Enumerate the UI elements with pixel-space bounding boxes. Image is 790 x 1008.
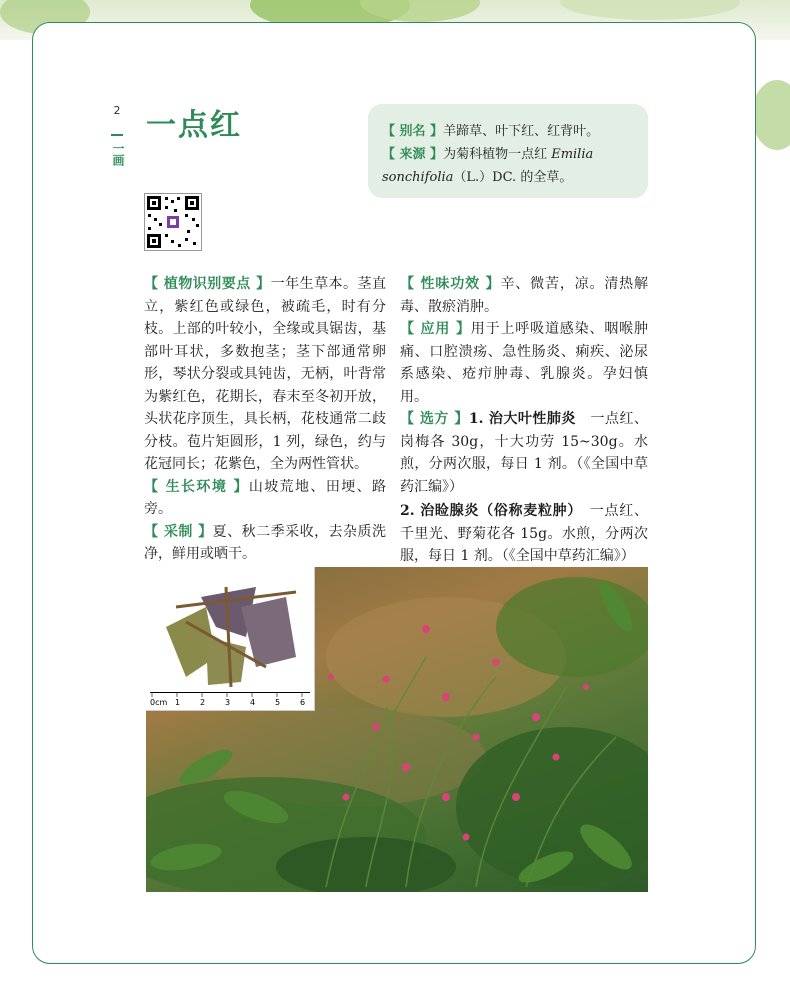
habitat-text: 山坡荒地、田埂、路旁。 (144, 478, 386, 517)
right-column (400, 273, 648, 568)
entry-title: 一点红 (146, 108, 242, 143)
left-column (144, 273, 386, 566)
usage-label: 【 应用 】 (400, 321, 471, 337)
stroke-divider (111, 134, 123, 136)
scale-ruler (150, 692, 310, 706)
usage-text: 用于上呼吸道感染、咽喉肿痛、口腔溃疡、急性肠炎、痢疾、泌尿系感染、疮疖肿毒、乳腺炎。孕妇慎用。 (400, 321, 649, 405)
qr-code[interactable] (144, 193, 202, 251)
recipe2-paragraph (400, 500, 648, 568)
source-line (382, 143, 636, 189)
recipe1-title: 1. 治大叶性肺炎 (468, 411, 576, 427)
source-text-1: 为菊科植物一点红 (443, 147, 552, 162)
recipe2-spacer (575, 503, 590, 519)
dried-herb-illustration (146, 567, 314, 710)
alias-label: 【 别名 】 (382, 124, 444, 139)
source-text-2: （L.）DC. 的全草。 (453, 170, 573, 185)
identification-text: 一年生草本。茎直立，紫红色或绿色，被疏毛，时有分枝。上部的叶较小，全缘或具锯齿，基部叶耳状，多数抱茎；茎下部通常卵形，琴状分裂或具钝齿，无柄，叶背常为紫红色，花期长，春末至冬初开放，头状花序顶生，具长柄，花枝通常二歧分枝。苞片矩圆形，1 列，绿色，约与花冠同长；花紫色，全为两性管状。 (144, 276, 387, 472)
usage-paragraph (400, 318, 648, 408)
stroke-count-text: 一画 (111, 142, 125, 166)
ruler-label-0: 0cm (150, 698, 168, 707)
dried-herb-inset (146, 567, 315, 711)
harvest-label: 【 采制 】 (144, 523, 213, 540)
alias-source-box (368, 104, 648, 198)
harvest-paragraph (144, 521, 386, 566)
ruler-label-6: 6 (300, 698, 306, 707)
recipe1-spacer (576, 411, 591, 427)
leaf-shape (560, 0, 740, 20)
source-latin-name: Emilia sonchifolia (382, 147, 594, 185)
recipe1-paragraph (400, 408, 648, 498)
property-text: 辛、微苦，凉。清热解毒、散瘀消肿。 (400, 276, 649, 315)
recipe2-text: 一点红、千里光、野菊花各 15g。水煎，分两次服，每日 1 剂。（《全国中草药汇编》） (400, 503, 648, 564)
habitat-paragraph (144, 476, 386, 521)
identification-paragraph (144, 273, 386, 476)
alias-line (382, 120, 636, 143)
property-label: 【 性味功效 】 (400, 276, 501, 292)
identification-label: 【 植物识别要点 】 (144, 276, 271, 292)
ruler-label-5: 5 (275, 698, 281, 707)
recipe-label: 【 选方 】 (400, 411, 469, 427)
recipe1-text: 一点红、岗梅各 30g，十大功劳 15~30g。水煎，分两次服，每日 1 剂。（《全国中草药汇编》） (400, 411, 648, 495)
ruler-label-1: 1 (175, 698, 181, 707)
harvest-text: 夏、秋二季采收，去杂质洗净，鲜用或晒干。 (144, 523, 387, 562)
source-label: 【 来源 】 (382, 147, 444, 162)
qr-code-graphic (145, 194, 201, 250)
ruler-label-3: 3 (225, 698, 231, 707)
alias-text: 羊蹄草、叶下红、红背叶。 (443, 124, 600, 139)
stroke-count-label (110, 130, 124, 170)
property-paragraph (400, 273, 648, 318)
ruler-label-4: 4 (250, 698, 256, 707)
recipe2-title: 2. 治睑腺炎（俗称麦粒肿） (400, 503, 576, 519)
leaf-shape (752, 80, 790, 150)
habitat-label: 【 生长环境 】 (144, 478, 249, 495)
page-number: 2 (113, 104, 121, 117)
ruler-label-2: 2 (200, 698, 206, 707)
